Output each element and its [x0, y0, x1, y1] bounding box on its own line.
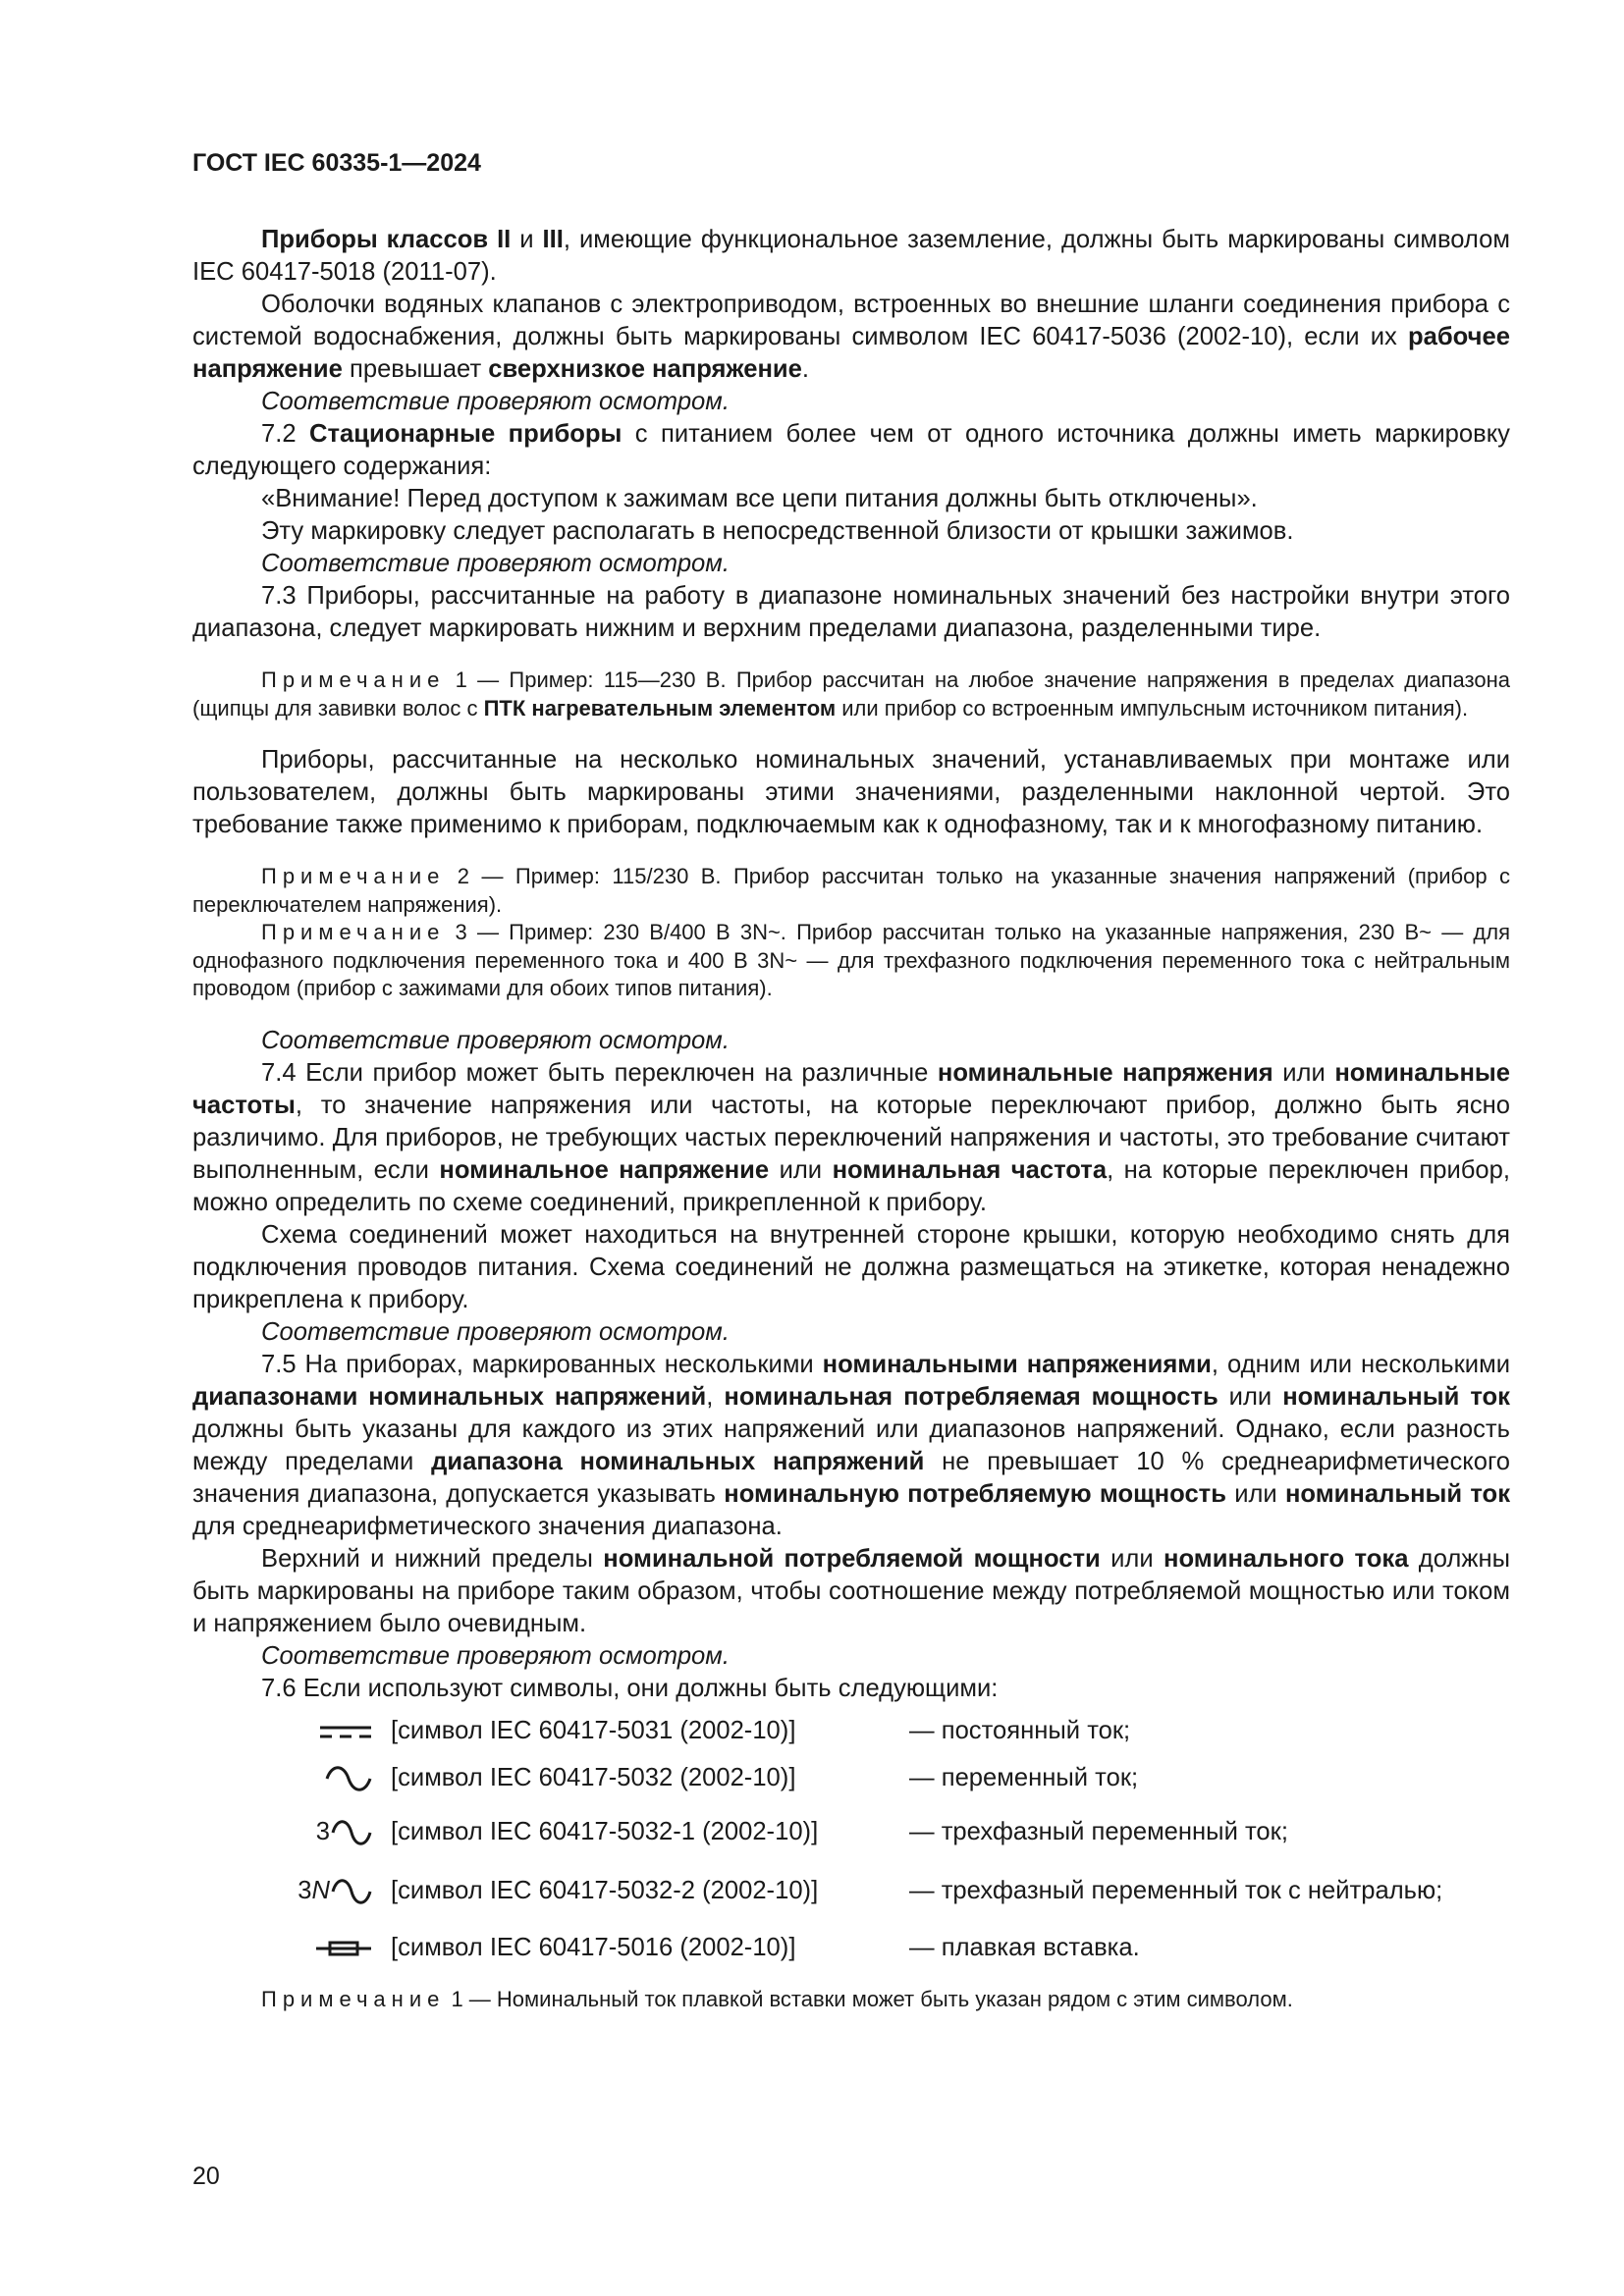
clause-7-2: [192, 418, 1510, 483]
alternating-current-icon: [324, 1764, 373, 1793]
text-run: .: [801, 355, 810, 383]
text-run: превышает: [342, 355, 489, 383]
symbol-description: — постоянный ток;: [909, 1717, 1131, 1744]
symbol-row: [281, 1709, 1510, 1754]
clause-number: 7.2: [261, 420, 309, 448]
bold-term: Стационарные приборы: [308, 420, 623, 448]
text-run: должны быть маркированы на приборе таким образом, чтобы соотношение между потребляемой мощностью или током и напряжением было очевидным.: [192, 1544, 1510, 1637]
note-label: Примечание: [261, 920, 446, 944]
bold-term: номинальные частоты: [192, 1058, 1511, 1119]
text-run: , на которые переключен прибор, можно определить по схеме соединений, прикрепленной к прибору.: [192, 1155, 1510, 1216]
text-run: Номинальный ток плавкой вставки может быть указан рядом с этим символом.: [496, 1986, 1293, 2011]
symbol-prefix: 3N: [298, 1877, 330, 1904]
bold-term: ПТК нагревательным элементом: [483, 695, 837, 721]
text-run: или: [1218, 1382, 1283, 1411]
bold-term: сверхнизкое напряжение: [488, 355, 802, 383]
note-label: Примечание: [261, 667, 446, 692]
text-run: или: [1272, 1058, 1335, 1087]
compliance-statement: Соответствие проверяют осмотром.: [261, 1641, 730, 1670]
bold-term: номинальная потребляемая мощность: [724, 1382, 1218, 1411]
bold-term: номинальная частота: [832, 1155, 1108, 1184]
note-number: 2 —: [445, 864, 515, 888]
paragraph-class-marking: [192, 224, 1510, 289]
symbol-table: [281, 1709, 1510, 1976]
symbol-code: [символ IEC 60417-5016 (2002-10)]: [391, 1934, 796, 1961]
text-run: не превышает 10 % среднеарифметического значения диапазона, допускается указывать: [192, 1447, 1510, 1508]
note-7-3-1: [192, 667, 1510, 722]
clause-7-6: 7.6 Если используют символы, они должны быть следующими:: [261, 1674, 999, 1702]
symbol-description: — плавкая вставка.: [909, 1934, 1140, 1961]
text-run: с питанием более чем от одного источника должны иметь маркировку следующего содержания:: [192, 420, 1510, 480]
three-phase-ac-neutral-icon: [330, 1877, 373, 1906]
bold-term: номинальными напряжениями: [822, 1350, 1212, 1378]
symbol-description: — переменный ток;: [909, 1764, 1139, 1791]
page-number: 20: [192, 2163, 220, 2190]
symbol-code: [символ IEC 60417-5031 (2002-10)]: [391, 1717, 796, 1744]
bold-term: диапазона номинальных напряжений: [431, 1447, 925, 1475]
note-number: 3 —: [445, 920, 510, 944]
symbol-cell: [281, 1720, 391, 1743]
text-run: Пример: 115/230 В. Прибор рассчитан только на указанные значения напряжений (прибор с переключателем напряжения).: [192, 864, 1510, 917]
bold-term: рабочее напряжение: [192, 323, 1510, 383]
symbol-row: [281, 1862, 1510, 1921]
text-run: или: [1225, 1479, 1285, 1508]
symbol-row: [281, 1921, 1510, 1976]
paragraph-water-valves: [192, 289, 1510, 386]
text-run: и: [511, 226, 543, 253]
text-run: Оболочки водяных клапанов с электроприводом, встроенных во внешние шланги соединения прибора с системой водоснабжения, должны быть маркированы символом IEC 60417-5036 (2002-10), если их: [192, 291, 1510, 350]
note-label: Примечание: [261, 864, 446, 888]
three-phase-ac-icon: [330, 1818, 373, 1847]
paragraph-multiple-values: Приборы, рассчитанные на несколько номинальных значений, устанавливаемых при монтаже или пользователем, должны быть маркированы этими значениями, разделенными наклонной чертой. Это требование также применимо к приборам, подключаемым как к однофазному, так и к многофазному питанию.: [192, 746, 1510, 838]
note-7-3-2: [192, 863, 1510, 919]
text-run: , одним или несколькими: [1211, 1350, 1510, 1378]
bold-term: номинальный ток: [1284, 1479, 1511, 1508]
clause-7-5: [192, 1349, 1510, 1543]
bold-term: номинальной потребляемой мощности: [603, 1544, 1101, 1573]
compliance-statement: Соответствие проверяют осмотром.: [261, 388, 730, 415]
direct-current-icon: [318, 1720, 373, 1743]
text-run: 7.5 На приборах, маркированных несколькими: [261, 1350, 823, 1378]
text-run: для среднеарифметического значения диапазона.: [192, 1512, 783, 1540]
text-run: ,: [706, 1382, 725, 1411]
symbol-cell: [281, 1764, 391, 1793]
text-run: или: [769, 1155, 833, 1184]
bold-term: номинальный ток: [1282, 1382, 1510, 1411]
text-run: Пример: 115—230 В. Прибор рассчитан на любое значение напряжения в пределах диапазона (щипцы для завивки волос с: [192, 667, 1510, 721]
compliance-statement: Соответствие проверяют осмотром.: [261, 1026, 730, 1054]
symbol-code: [символ IEC 60417-5032-2 (2002-10)]: [391, 1877, 819, 1904]
bold-term: номинальное напряжение: [439, 1155, 770, 1184]
note-label: Примечание: [261, 1986, 446, 2011]
document-body: [192, 224, 1510, 2013]
text-run: Пример: 230 В/400 В 3N~. Прибор рассчитан только на указанные напряжения, 230 В~ — для однофазного подключения переменного тока и 400 В 3N~ — для трехфазного подключения переменного тока с нейтральным проводом (прибор с зажимами для обоих типов питания).: [192, 920, 1510, 1000]
clause-7-4: [192, 1057, 1510, 1219]
symbol-description: — трехфазный переменный ток с нейтралью;: [909, 1877, 1443, 1904]
note-number: 1 —: [445, 1986, 497, 2011]
compliance-statement: Соответствие проверяют осмотром.: [261, 550, 730, 577]
compliance-statement: Соответствие проверяют осмотром.: [261, 1317, 730, 1346]
symbol-code: [символ IEC 60417-5032 (2002-10)]: [391, 1764, 796, 1791]
fuse-icon: [314, 1939, 373, 1958]
bold-term: III: [542, 226, 564, 253]
symbol-prefix: 3: [315, 1818, 330, 1845]
paragraph-limits: [192, 1543, 1510, 1640]
text-run: 7.4 Если прибор может быть переключен на различные: [261, 1058, 938, 1087]
note-number: 1 —: [445, 667, 510, 692]
bold-term: номинального тока: [1164, 1544, 1409, 1573]
text-run: или: [1100, 1544, 1164, 1573]
symbol-row: [281, 1754, 1510, 1803]
clause-7-3: 7.3 Приборы, рассчитанные на работу в диапазоне номинальных значений без настройки внутри этого диапазона, следует маркировать нижним и верхним пределами диапазона, разделенными тире.: [192, 582, 1510, 642]
text-run: , то значение напряжения или частоты, на которые переключают прибор, должно быть ясно различимо. Для приборов, не требующих частых переключений напряжения и частоты, это требование считают выполненным, если: [192, 1091, 1510, 1184]
bold-term: Приборы классов II: [261, 226, 512, 253]
symbol-row: [281, 1803, 1510, 1862]
paragraph-placement: Эту маркировку следует располагать в непосредственной близости от крышки зажимов.: [261, 517, 1294, 545]
bold-term: номинальную потребляемую мощность: [724, 1479, 1226, 1508]
note-7-6-1: [192, 1986, 1510, 2014]
symbol-cell: [281, 1818, 391, 1847]
paragraph-wiring-diagram: Схема соединений может находиться на внутренней стороне крышки, которую необходимо снять для подключения проводов питания. Схема соединений не должна размещаться на этикетке, которая ненадежно прикреплена к прибору.: [192, 1220, 1510, 1313]
text-run: или прибор со встроенным импульсным источником питания).: [836, 695, 1469, 721]
text-run: должны быть указаны для каждого из этих напряжений или диапазонов напряжений. Однако, если разность между пределами: [192, 1415, 1510, 1475]
document-header: ГОСТ IEC 60335-1—2024: [192, 149, 481, 177]
symbol-description: — трехфазный переменный ток;: [909, 1818, 1288, 1845]
text-run: , имеющие функциональное заземление, должны быть маркированы символом IEC 60417-5018 (2011-07).: [192, 226, 1510, 286]
symbol-cell: [281, 1877, 391, 1906]
bold-term: номинальные напряжения: [937, 1058, 1273, 1087]
symbol-cell: [281, 1939, 391, 1958]
symbol-code: [символ IEC 60417-5032-1 (2002-10)]: [391, 1818, 819, 1845]
note-7-3-3: [192, 919, 1510, 1003]
warning-quote: «Внимание! Перед доступом к зажимам все цепи питания должны быть отключены».: [261, 485, 1258, 512]
bold-term: диапазонами номинальных напряжений: [192, 1382, 707, 1411]
text-run: Верхний и нижний пределы: [261, 1544, 604, 1573]
